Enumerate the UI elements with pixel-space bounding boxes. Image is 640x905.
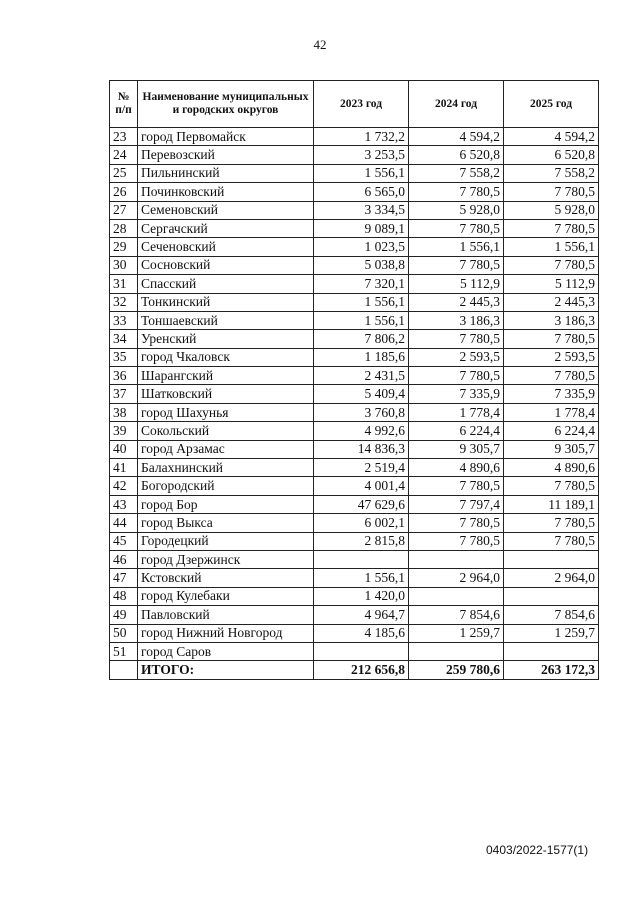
municipality-name: город Нижний Новгород [138,624,314,642]
value-2025: 1 259,7 [504,624,599,642]
table-row [110,642,599,660]
row-number: 29 [110,238,138,256]
value-2023: 1 556,1 [314,311,409,329]
municipality-name: Кстовский [138,569,314,587]
value-2023: 4 964,7 [314,606,409,624]
table-row [110,440,599,458]
value-2024 [409,550,504,568]
value-2023 [314,550,409,568]
table-row [110,128,599,146]
value-2023: 2 519,4 [314,459,409,477]
table-row [110,587,599,605]
value-2025: 4 890,6 [504,459,599,477]
table-row [110,550,599,568]
value-2023: 1 420,0 [314,587,409,605]
table-row [110,532,599,550]
value-2025: 7 780,5 [504,477,599,495]
value-2024: 6 224,4 [409,422,504,440]
row-number: 23 [110,128,138,146]
value-2023: 1 732,2 [314,128,409,146]
value-2024: 1 778,4 [409,403,504,421]
value-2024: 7 780,5 [409,514,504,532]
value-2025: 1 778,4 [504,403,599,421]
value-2024: 2 445,3 [409,293,504,311]
total-num-cell [110,661,138,679]
table-row [110,495,599,513]
value-2024 [409,587,504,605]
municipality-name: Спасский [138,275,314,293]
document-code: 0403/2022-1577(1) [486,843,589,857]
table-row [110,385,599,403]
row-number: 46 [110,550,138,568]
value-2023: 1 556,1 [314,293,409,311]
value-2023: 1 556,1 [314,164,409,182]
value-2023: 14 836,3 [314,440,409,458]
row-number: 25 [110,164,138,182]
value-2024: 9 305,7 [409,440,504,458]
municipality-name: город Саров [138,642,314,660]
row-number: 24 [110,146,138,164]
value-2025: 9 305,7 [504,440,599,458]
value-2025: 6 224,4 [504,422,599,440]
value-2024: 4 890,6 [409,459,504,477]
value-2025: 7 780,5 [504,256,599,274]
row-number: 26 [110,183,138,201]
value-2024: 7 780,5 [409,330,504,348]
value-2025: 7 335,9 [504,385,599,403]
page-number: 42 [313,37,327,52]
table-body [110,128,599,661]
value-2023: 5 038,8 [314,256,409,274]
row-number: 32 [110,293,138,311]
municipality-name: Богородский [138,477,314,495]
table-row [110,256,599,274]
header-num: № п/п [110,81,138,128]
value-2024: 7 797,4 [409,495,504,513]
municipality-name: Шарангский [138,367,314,385]
municipality-name: Сокольский [138,422,314,440]
row-number: 33 [110,311,138,329]
row-number: 45 [110,532,138,550]
table-row [110,146,599,164]
value-2024: 6 520,8 [409,146,504,164]
value-2023: 5 409,4 [314,385,409,403]
row-number: 49 [110,606,138,624]
municipality-name: город Кулебаки [138,587,314,605]
municipality-name: Сеченовский [138,238,314,256]
row-number: 43 [110,495,138,513]
total-label: ИТОГО: [138,661,314,679]
header-2024: 2024 год [409,81,504,128]
municipality-name: город Чкаловск [138,348,314,366]
header-name: Наименование муниципальных и городских округов [138,81,314,128]
table-row [110,477,599,495]
municipality-name: Балахнинский [138,459,314,477]
municipality-name: город Выкса [138,514,314,532]
value-2025: 11 189,1 [504,495,599,513]
value-2025 [504,550,599,568]
municipality-name: Перевозский [138,146,314,164]
value-2024: 7 854,6 [409,606,504,624]
municipality-name: город Дзержинск [138,550,314,568]
row-number: 36 [110,367,138,385]
table-row [110,238,599,256]
value-2024: 7 780,5 [409,477,504,495]
value-2025: 7 558,2 [504,164,599,182]
municipality-name: город Первомайск [138,128,314,146]
value-2025: 7 780,5 [504,514,599,532]
value-2023: 2 431,5 [314,367,409,385]
row-number: 27 [110,201,138,219]
row-number: 41 [110,459,138,477]
value-2024: 5 112,9 [409,275,504,293]
table-row [110,311,599,329]
value-2025: 4 594,2 [504,128,599,146]
header-2025: 2025 год [504,81,599,128]
value-2024: 2 593,5 [409,348,504,366]
value-2025: 6 520,8 [504,146,599,164]
table-row [110,514,599,532]
value-2024: 7 780,5 [409,256,504,274]
value-2023 [314,642,409,660]
value-2023: 1 556,1 [314,569,409,587]
value-2025: 7 780,5 [504,183,599,201]
municipality-name: Павловский [138,606,314,624]
municipality-name: Семеновский [138,201,314,219]
municipality-name: Шатковский [138,385,314,403]
value-2023: 7 320,1 [314,275,409,293]
value-2024: 2 964,0 [409,569,504,587]
municipality-name: Починковский [138,183,314,201]
table-row [110,164,599,182]
value-2024: 7 780,5 [409,183,504,201]
value-2025 [504,587,599,605]
table-row [110,330,599,348]
table-row [110,275,599,293]
value-2024: 7 780,5 [409,219,504,237]
value-2024: 1 259,7 [409,624,504,642]
total-row [110,661,599,679]
value-2025: 7 780,5 [504,219,599,237]
value-2024 [409,642,504,660]
value-2025: 7 780,5 [504,330,599,348]
row-number: 37 [110,385,138,403]
value-2024: 1 556,1 [409,238,504,256]
value-2024: 7 335,9 [409,385,504,403]
table-row [110,293,599,311]
value-2024: 3 186,3 [409,311,504,329]
table-row [110,606,599,624]
table-row [110,624,599,642]
header-2023: 2023 год [314,81,409,128]
table-row [110,569,599,587]
value-2025: 1 556,1 [504,238,599,256]
row-number: 28 [110,219,138,237]
value-2025: 2 964,0 [504,569,599,587]
table-row [110,459,599,477]
budget-table [109,80,599,680]
row-number: 39 [110,422,138,440]
row-number: 44 [110,514,138,532]
municipality-name: город Шахунья [138,403,314,421]
row-number: 30 [110,256,138,274]
row-number: 35 [110,348,138,366]
row-number: 50 [110,624,138,642]
value-2025: 2 593,5 [504,348,599,366]
value-2023: 47 629,6 [314,495,409,513]
value-2023: 2 815,8 [314,532,409,550]
table-row [110,422,599,440]
row-number: 48 [110,587,138,605]
value-2024: 7 780,5 [409,532,504,550]
row-number: 47 [110,569,138,587]
municipality-name: город Арзамас [138,440,314,458]
total-2023: 212 656,8 [314,661,409,679]
value-2024: 7 558,2 [409,164,504,182]
value-2025: 2 445,3 [504,293,599,311]
value-2025: 7 780,5 [504,367,599,385]
row-number: 42 [110,477,138,495]
municipality-name: Уренский [138,330,314,348]
value-2023: 1 023,5 [314,238,409,256]
municipality-name: Городецкий [138,532,314,550]
municipality-name: Пильнинский [138,164,314,182]
municipality-name: Сергачский [138,219,314,237]
value-2023: 9 089,1 [314,219,409,237]
value-2025: 7 780,5 [504,532,599,550]
table-row [110,367,599,385]
value-2023: 4 185,6 [314,624,409,642]
value-2025: 5 928,0 [504,201,599,219]
table-row [110,219,599,237]
value-2023: 4 992,6 [314,422,409,440]
municipality-name: Тоншаевский [138,311,314,329]
table-header-row [110,81,599,128]
table-row [110,403,599,421]
total-2024: 259 780,6 [409,661,504,679]
value-2024: 5 928,0 [409,201,504,219]
table-row [110,201,599,219]
value-2025: 5 112,9 [504,275,599,293]
value-2025: 3 186,3 [504,311,599,329]
value-2023: 1 185,6 [314,348,409,366]
municipality-name: Тонкинский [138,293,314,311]
total-2025: 263 172,3 [504,661,599,679]
value-2025 [504,642,599,660]
municipality-name: Сосновский [138,256,314,274]
value-2023: 3 760,8 [314,403,409,421]
value-2023: 3 253,5 [314,146,409,164]
table-row [110,183,599,201]
municipality-name: город Бор [138,495,314,513]
row-number: 38 [110,403,138,421]
row-number: 40 [110,440,138,458]
table-row [110,348,599,366]
row-number: 34 [110,330,138,348]
value-2023: 6 002,1 [314,514,409,532]
value-2024: 4 594,2 [409,128,504,146]
value-2023: 4 001,4 [314,477,409,495]
row-number: 31 [110,275,138,293]
value-2023: 7 806,2 [314,330,409,348]
value-2023: 3 334,5 [314,201,409,219]
value-2024: 7 780,5 [409,367,504,385]
value-2023: 6 565,0 [314,183,409,201]
row-number: 51 [110,642,138,660]
value-2025: 7 854,6 [504,606,599,624]
